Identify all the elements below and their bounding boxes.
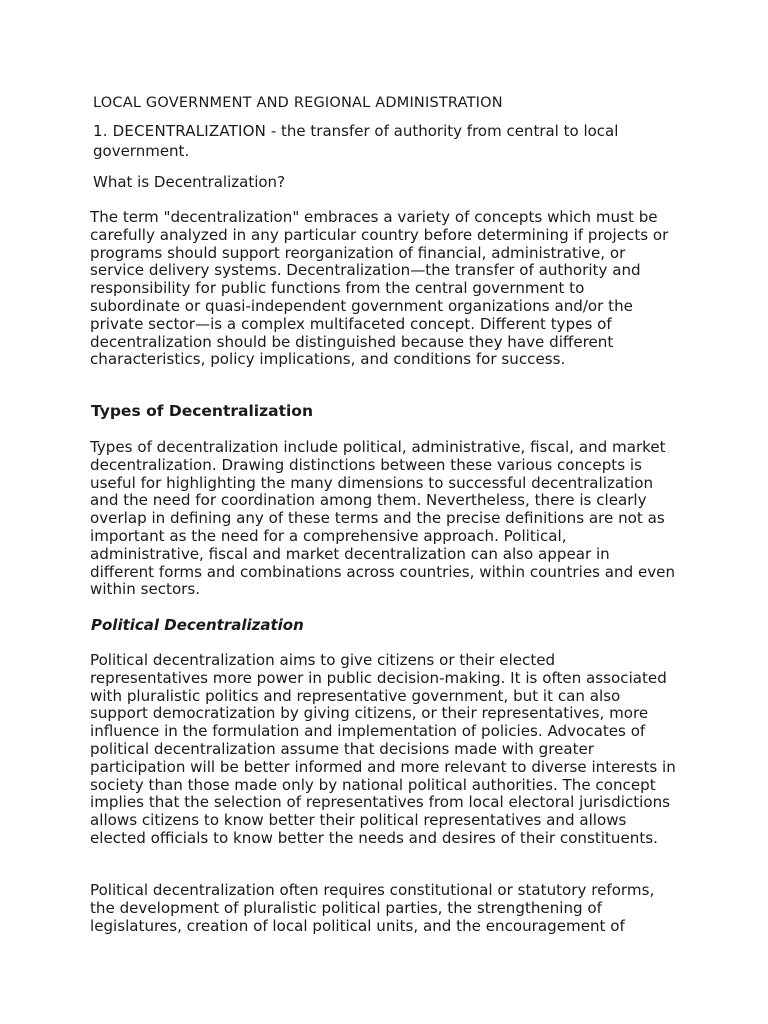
section-definition bbox=[93, 121, 683, 161]
types-heading: Types of Decentralization bbox=[91, 402, 313, 420]
section-term: 1. DECENTRALIZATION bbox=[93, 122, 267, 140]
political-decentralization-heading: Political Decentralization bbox=[91, 616, 304, 634]
paragraph-political-aims: Political decentralization aims to give citizens or their elected representatives more power in public decision-making. It is often associated with pluralistic politics and representative government, but it can also support democratization by giving citizens, or their representatives, more influence in the formulation and implementation of policies. Advocates of political decentralization assume that decisions made with greater participation will be better informed and more relevant to diverse interests in society than those made only by national political authorities. The concept implies that the selection of representatives from local electoral jurisdictions allows citizens to know better their political representatives and allows elected officials to know better the needs and desires of their constituents. bbox=[90, 651, 676, 847]
section-definition-text: - the transfer of authority from central to local government. bbox=[93, 122, 619, 160]
document-title: LOCAL GOVERNMENT AND REGIONAL ADMINISTRATION bbox=[93, 95, 503, 111]
paragraph-political-reforms: Political decentralization often requires constitutional or statutory reforms, the development of pluralistic political parties, the strengthening of legislatures, creation of local political units, and the encouragement of bbox=[90, 881, 655, 935]
paragraph-types: Types of decentralization include political, administrative, fiscal, and market decentralization. Drawing distinctions between these various concepts is useful for highlighting the many dimensions to successful decentralization and the need for coordination among them. Nevertheless, there is clearly overlap in defining any of these terms and the precise definitions are not as important as the need for a comprehensive approach. Political, administrative, fiscal and market decentralization can also appear in different forms and combinations across countries, within countries and even within sectors. bbox=[90, 438, 676, 599]
paragraph-decentralization-concept: The term "decentralization" embraces a variety of concepts which must be carefully analyzed in any particular country before determining if projects or programs should support reorganization of financial, administrative, or service delivery systems. Decentralization—the transfer of authority and responsibility for public functions from the central government to subordinate or quasi-independent government organizations and/or the private sector—is a complex multifaceted concept. Different types of decentralization should be distinguished because they have different characteristics, policy implications, and conditions for success. bbox=[90, 208, 669, 369]
question-heading: What is Decentralization? bbox=[93, 173, 286, 191]
